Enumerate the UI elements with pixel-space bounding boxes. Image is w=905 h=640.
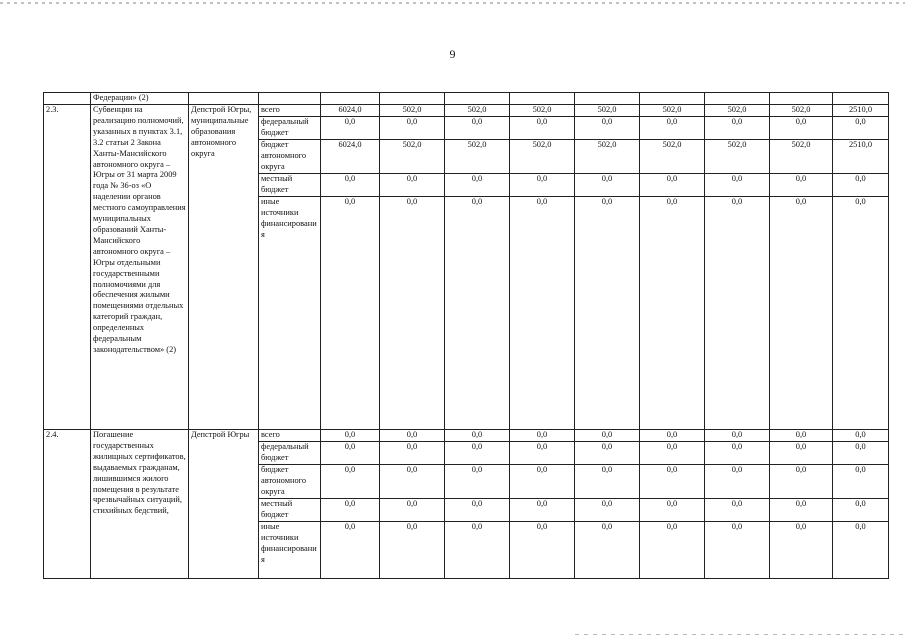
amount-cell: 0,0	[510, 197, 575, 430]
amount-cell: 0,0	[640, 174, 705, 197]
amount-cell: 0,0	[770, 522, 833, 579]
amount-cell: 502,0	[770, 140, 833, 174]
amount-cell: 0,0	[640, 522, 705, 579]
amount-cell: 0,0	[833, 174, 889, 197]
amount-cell: 0,0	[575, 174, 640, 197]
funding-source: иные источники финансирования	[259, 522, 321, 579]
amount-cell: 0,0	[705, 522, 770, 579]
amount-cell: 0,0	[321, 117, 380, 140]
amount-cell: 502,0	[510, 105, 575, 117]
amount-cell: 6024,0	[321, 140, 380, 174]
amount-cell: 0,0	[770, 499, 833, 522]
amount-cell: 0,0	[770, 117, 833, 140]
amount-cell: 0,0	[380, 117, 445, 140]
amount-cell: 0,0	[380, 499, 445, 522]
amount-cell: 0,0	[770, 430, 833, 442]
amount-cell: 0,0	[575, 197, 640, 430]
amount-cell: 6024,0	[321, 105, 380, 117]
table-row	[44, 430, 889, 442]
amount-cell: 0,0	[640, 197, 705, 430]
amount-cell: 0,0	[380, 197, 445, 430]
amount-cell: 0,0	[770, 465, 833, 499]
amount-cell: 0,0	[445, 442, 510, 465]
scan-edge-bottom	[575, 634, 905, 635]
funding-source: местный бюджет	[259, 174, 321, 197]
amount-cell: 0,0	[510, 522, 575, 579]
amount-cell: 502,0	[445, 140, 510, 174]
amount-cell: 0,0	[575, 117, 640, 140]
funding-source: бюджет автономного округа	[259, 465, 321, 499]
amount-cell: 0,0	[445, 499, 510, 522]
amount-cell: 0,0	[445, 465, 510, 499]
amount-cell: 0,0	[770, 174, 833, 197]
table-body	[44, 105, 889, 579]
funding-source: федеральный бюджет	[259, 117, 321, 140]
amount-cell: 502,0	[770, 105, 833, 117]
activity-name: Субвенции на реализацию полномочий, указанных в пунктах 3.1, 3.2 статьи 2 Закона Ханты-Мансийского автономного округа – Югры от 31 марта 2009 года № 36-оз «О наделении органов местного самоуправления муниципальных образований Ханты-Мансийского автономного округа – Югры отдельными государственными полномочиями для обеспечения жилыми помещениями отдельных категорий граждан, определенных федеральным законодательством» (2)	[91, 105, 189, 430]
amount-cell: 502,0	[640, 105, 705, 117]
amount-cell: 0,0	[705, 465, 770, 499]
amount-cell: 0,0	[833, 430, 889, 442]
amount-cell: 502,0	[575, 105, 640, 117]
amount-cell: 0,0	[380, 465, 445, 499]
amount-cell: 0,0	[770, 442, 833, 465]
continuation-row	[44, 93, 889, 105]
amount-cell: 502,0	[510, 140, 575, 174]
amount-cell: 0,0	[833, 499, 889, 522]
amount-cell: 0,0	[705, 174, 770, 197]
amount-cell: 0,0	[640, 442, 705, 465]
amount-cell: 0,0	[510, 499, 575, 522]
amount-cell: 0,0	[510, 430, 575, 442]
amount-cell: 0,0	[640, 117, 705, 140]
executor: Депстрой Югры, муниципальные образования автономного округа	[189, 105, 259, 430]
amount-cell: 502,0	[705, 140, 770, 174]
amount-cell: 0,0	[445, 430, 510, 442]
amount-cell: 502,0	[445, 105, 510, 117]
amount-cell: 0,0	[770, 197, 833, 430]
amount-cell: 0,0	[833, 522, 889, 579]
amount-cell: 0,0	[380, 442, 445, 465]
funding-source: местный бюджет	[259, 499, 321, 522]
row-number: 2.4.	[44, 430, 91, 579]
amount-cell: 0,0	[510, 442, 575, 465]
amount-cell: 0,0	[705, 117, 770, 140]
amount-cell: 0,0	[445, 117, 510, 140]
row-number: 2.3.	[44, 105, 91, 430]
amount-cell: 0,0	[321, 442, 380, 465]
amount-cell: 0,0	[445, 197, 510, 430]
amount-cell: 0,0	[640, 430, 705, 442]
budget-table	[43, 92, 889, 579]
amount-cell: 0,0	[833, 117, 889, 140]
amount-cell: 2510,0	[833, 105, 889, 117]
amount-cell: 0,0	[575, 499, 640, 522]
amount-cell: 0,0	[380, 174, 445, 197]
activity-name: Погашение государственных жилищных сертификатов, выдаваемых гражданам, лишившимся жилого помещения в результате чрезвычайных ситуаций, стихийных бедствий,	[91, 430, 189, 579]
amount-cell: 502,0	[640, 140, 705, 174]
amount-cell: 0,0	[321, 465, 380, 499]
funding-source: федеральный бюджет	[259, 442, 321, 465]
amount-cell: 0,0	[321, 430, 380, 442]
funding-source: бюджет автономного округа	[259, 140, 321, 174]
amount-cell: 0,0	[445, 174, 510, 197]
amount-cell: 0,0	[510, 117, 575, 140]
amount-cell: 2510,0	[833, 140, 889, 174]
continuation-text: Федерации» (2)	[91, 93, 189, 105]
amount-cell: 0,0	[705, 197, 770, 430]
amount-cell: 0,0	[575, 442, 640, 465]
amount-cell: 502,0	[575, 140, 640, 174]
amount-cell: 0,0	[705, 430, 770, 442]
amount-cell: 0,0	[575, 465, 640, 499]
funding-source: всего	[259, 430, 321, 442]
amount-cell: 0,0	[640, 465, 705, 499]
amount-cell: 0,0	[575, 430, 640, 442]
amount-cell: 502,0	[705, 105, 770, 117]
amount-cell: 0,0	[833, 465, 889, 499]
amount-cell: 502,0	[380, 140, 445, 174]
table-row	[44, 105, 889, 117]
amount-cell: 0,0	[321, 522, 380, 579]
amount-cell: 0,0	[833, 442, 889, 465]
amount-cell: 0,0	[321, 197, 380, 430]
scan-edge-top	[0, 2, 905, 4]
amount-cell: 0,0	[705, 499, 770, 522]
amount-cell: 0,0	[321, 174, 380, 197]
funding-source: иные источники финансирования	[259, 197, 321, 430]
amount-cell: 0,0	[510, 174, 575, 197]
amount-cell: 0,0	[640, 499, 705, 522]
amount-cell: 0,0	[575, 522, 640, 579]
amount-cell: 0,0	[833, 197, 889, 430]
amount-cell: 0,0	[510, 465, 575, 499]
page-number: 9	[449, 47, 456, 61]
amount-cell: 0,0	[321, 499, 380, 522]
amount-cell: 0,0	[380, 522, 445, 579]
executor: Депстрой Югры	[189, 430, 259, 579]
funding-source: всего	[259, 105, 321, 117]
amount-cell: 0,0	[445, 522, 510, 579]
amount-cell: 502,0	[380, 105, 445, 117]
amount-cell: 0,0	[705, 442, 770, 465]
amount-cell: 0,0	[380, 430, 445, 442]
